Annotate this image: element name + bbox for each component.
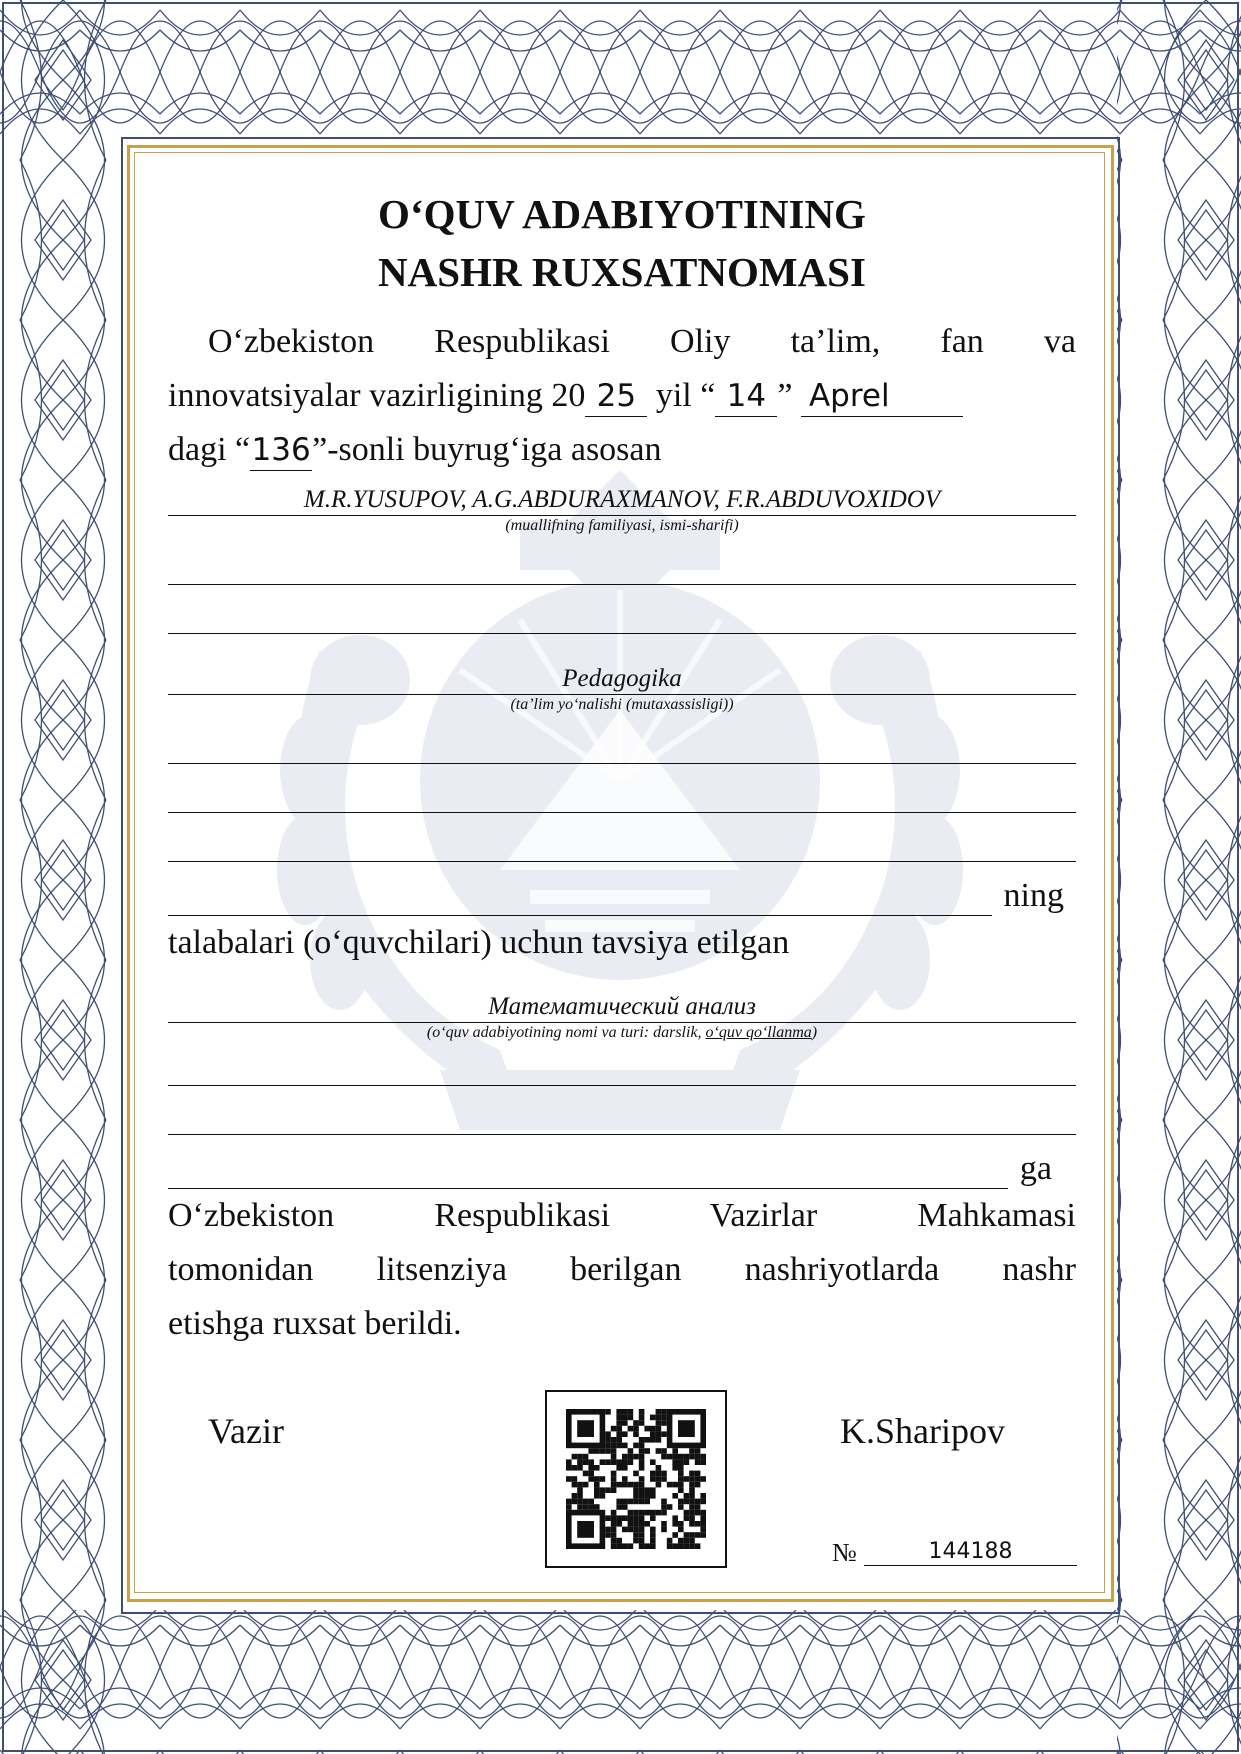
author-hint: (muallifning familiyasi, ismi-sharifi) bbox=[505, 517, 739, 534]
intro-text-2: innovatsiyalar vazirligining 20 bbox=[168, 377, 586, 414]
year-field: 25 bbox=[585, 376, 647, 417]
field-hint: (ta’lim yo‘nalishi (mutaxassisligi)) bbox=[510, 696, 734, 713]
number-line bbox=[864, 1565, 1077, 1566]
month-field: Aprel bbox=[801, 376, 963, 417]
intro-text-6: ”-sonli buyrug‘iga asosan bbox=[312, 431, 662, 468]
author-line bbox=[168, 477, 1076, 516]
ga-line bbox=[168, 1135, 1076, 1189]
day-field: 14 bbox=[715, 376, 777, 417]
document-title bbox=[168, 185, 1076, 301]
qr-code-icon bbox=[547, 1392, 725, 1566]
title-line-2: NASHR RUXSATNOMASI bbox=[378, 249, 866, 295]
number-value: 144188 bbox=[928, 1539, 1013, 1564]
blank-line bbox=[168, 536, 1076, 585]
field-value: Pedagogika bbox=[562, 665, 682, 692]
intro-text-5: dagi “ bbox=[168, 431, 251, 468]
book-hint-underlined: o‘quv qo‘llanma bbox=[705, 1024, 812, 1041]
field-line bbox=[168, 634, 1076, 695]
blank-line bbox=[168, 1148, 1008, 1189]
ning-word: ning bbox=[1003, 877, 1064, 914]
ning-line bbox=[168, 862, 1076, 916]
intro-line-3 bbox=[168, 423, 1076, 477]
blank-line bbox=[168, 875, 992, 916]
document-content bbox=[168, 185, 1076, 1351]
signatory-name: K.Sharipov bbox=[840, 1411, 1005, 1451]
blank-line bbox=[168, 585, 1076, 634]
closing-line-3: etishga ruxsat berildi. bbox=[168, 1305, 462, 1342]
book-hint-prefix: (o‘quv adabiyotining nomi va turi: darslik, bbox=[426, 1024, 706, 1041]
certificate-number bbox=[832, 1534, 1077, 1570]
order-number-field: 136 bbox=[250, 430, 312, 471]
intro-text-4: ” bbox=[777, 377, 793, 414]
author-value: M.R.YUSUPOV, A.G.ABDURAXMANOV, F.R.ABDUVOXIDOV bbox=[303, 486, 941, 513]
blank-line bbox=[168, 764, 1076, 813]
book-value: Математический анализ bbox=[488, 993, 756, 1020]
book-line bbox=[168, 970, 1076, 1023]
book-hint-suffix: ) bbox=[811, 1024, 818, 1041]
closing-text-2: tomonidan litsenziya berilgan nashriyotlarda nashr bbox=[168, 1251, 1076, 1288]
intro-text-1: O‘zbekiston Respublikasi Oliy ta’lim, fan va bbox=[208, 323, 1076, 360]
intro-line-2 bbox=[168, 369, 1076, 423]
number-sign: № bbox=[832, 1538, 857, 1567]
qr-code bbox=[545, 1390, 727, 1568]
signatory-position: Vazir bbox=[208, 1411, 284, 1451]
book-hint bbox=[168, 1023, 1076, 1043]
intro-line-1 bbox=[168, 315, 1076, 369]
blank-line bbox=[168, 1043, 1076, 1086]
blank-line bbox=[168, 1086, 1076, 1135]
ga-word: ga bbox=[1019, 1150, 1052, 1187]
closing-line-2 bbox=[168, 1243, 1076, 1297]
intro-text-3: yil “ bbox=[655, 377, 716, 414]
title-line-1: O‘QUV ADABIYOTINING bbox=[378, 191, 866, 237]
recommended-line: talabalari (o‘quvchilari) uchun tavsiya etilgan bbox=[168, 924, 790, 961]
closing-text-1: O‘zbekiston Respublikasi Vazirlar Mahkamasi bbox=[168, 1197, 1076, 1234]
blank-line bbox=[168, 813, 1076, 862]
blank-line bbox=[168, 715, 1076, 764]
closing-line-1 bbox=[168, 1189, 1076, 1243]
